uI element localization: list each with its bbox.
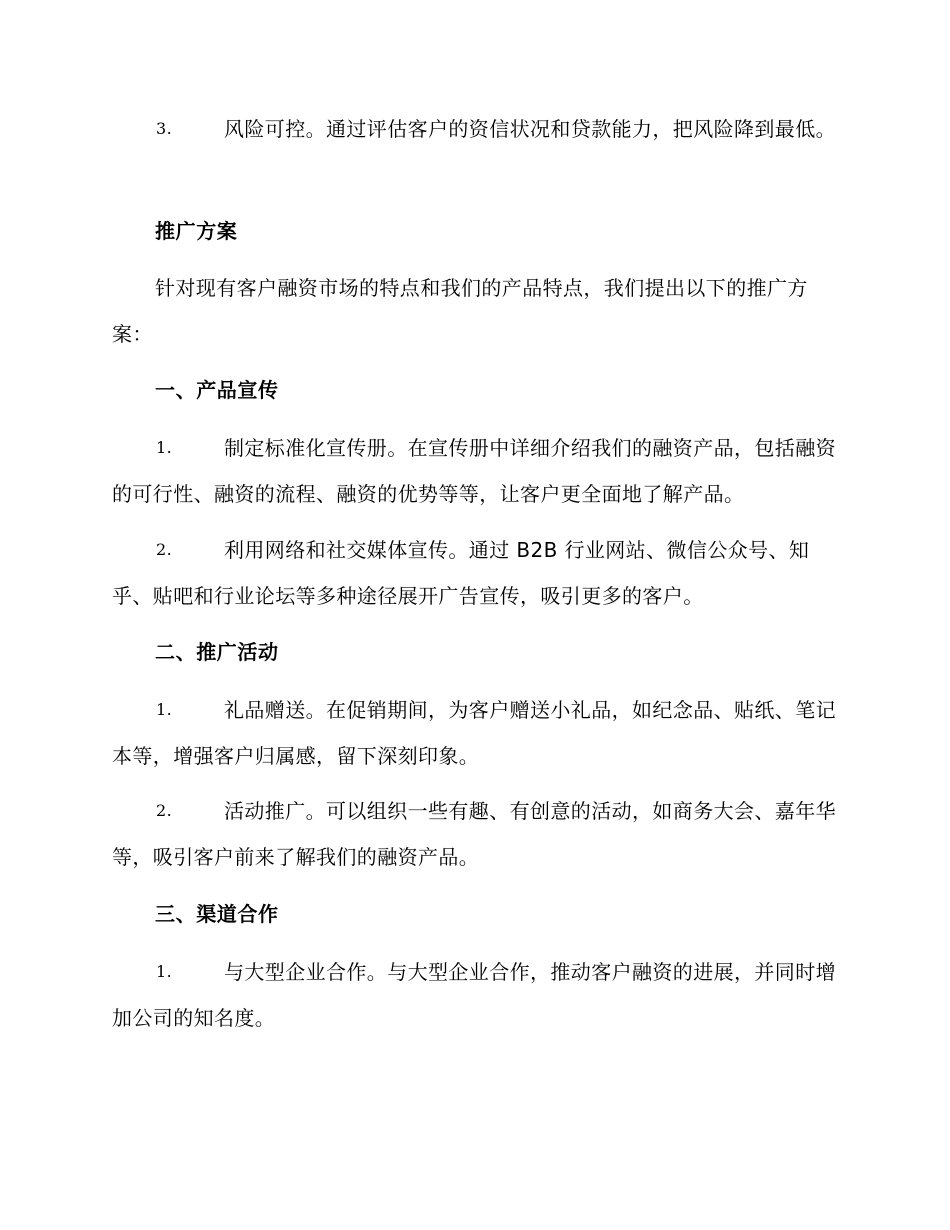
list-item-text: 风险可控。通过评估客户的资信状况和贷款能力，把风险降到最低。 [224,117,836,141]
list-item [112,527,837,619]
heading-promo-plan: 推广方案 [155,219,238,243]
list-item-text: 制定标准化宣传册。在宣传册中详细介绍我们的融资产品，包括融资的可行性、融资的流程、融资的优势等等，让客户更全面地了解产品。 [112,436,836,506]
list-item-text: 活动推广。可以组织一些有趣、有创意的活动，如商务大会、嘉年华等，吸引客户前来了解我们的融资产品。 [112,799,836,869]
section-1-heading: 一、产品宣传 [155,378,279,402]
list-item [112,949,837,1041]
section-3-heading: 三、渠道合作 [155,902,279,926]
list-item [112,425,837,517]
list-item [112,788,837,880]
list-item-risk-control [112,106,837,152]
list-item-number: 1. [156,700,173,719]
list-item-number: 3. [156,119,173,138]
list-item-number: 1. [156,962,173,981]
section-2-heading: 二、推广活动 [155,640,279,664]
list-item-text: 与大型企业合作。与大型企业合作，推动客户融资的进展，并同时增加公司的知名度。 [112,960,836,1030]
list-item [112,687,837,779]
list-item-text: 利用网络和社交媒体宣传。通过 B2B 行业网站、微信公众号、知乎、贴吧和行业论坛等多种途径展开广告宣传，吸引更多的客户。 [112,538,810,608]
list-item-number: 2. [156,540,173,559]
list-item-number: 1. [156,438,173,457]
list-item-text: 礼品赠送。在促销期间，为客户赠送小礼品，如纪念品、贴纸、笔记本等，增强客户归属感，留下深刻印象。 [112,698,836,768]
intro-paragraph: 针对现有客户融资市场的特点和我们的产品特点，我们提出以下的推广方案： [112,276,808,346]
list-item-number: 2. [156,801,173,820]
